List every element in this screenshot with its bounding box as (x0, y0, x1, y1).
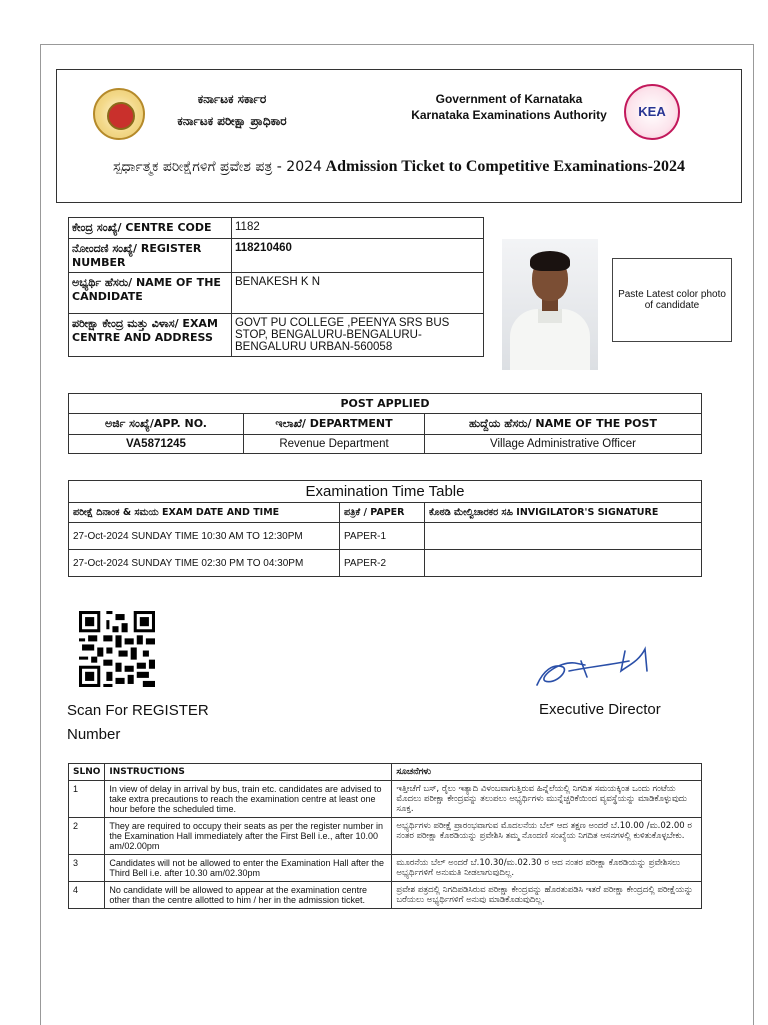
paper-cell: PAPER-2 (340, 550, 425, 577)
karnataka-emblem-icon (93, 88, 145, 140)
candidate-name-label: ಅಭ್ಯರ್ಥಿ ಹೆಸರು/ NAME OF THE CANDIDATE (69, 273, 232, 314)
table-row (69, 855, 702, 882)
signature-cell (425, 523, 702, 550)
signature-cell (425, 550, 702, 577)
instruction-slno: 2 (69, 818, 105, 855)
title-english: Admission Ticket to Competitive Examinations-2024 (325, 158, 685, 175)
time-table-caption: Examination Time Table (69, 481, 702, 503)
table-row (69, 818, 702, 855)
executive-director-label: Executive Director (539, 701, 661, 718)
register-number-value: 118210460 (232, 239, 484, 273)
post-name-value: Village Administrative Officer (425, 435, 702, 454)
slno-header: SLNO (69, 764, 105, 781)
exam-date-header: ಪರೀಕ್ಷೆ ದಿನಾಂಕ & ಸಮಯ EXAM DATE AND TIME (69, 503, 340, 523)
instruction-english: They are required to occupy their seats as per the register number in the Examination Hall immediately after the First Bell i.e., after 10.00 am/02.00pm (105, 818, 392, 855)
header-english-line2: Karnataka Examinations Authority (411, 108, 607, 122)
instruction-english: Candidates will not be allowed to enter the Examination Hall after the Third Bell i.e. after 10.30 am/02.30pm (105, 855, 392, 882)
instruction-slno: 1 (69, 781, 105, 818)
exam-datetime-cell: 27-Oct-2024 SUNDAY TIME 02:30 PM TO 04:30PM (69, 550, 340, 577)
centre-code-label: ಕೇಂದ್ರ ಸಂಖ್ಯೆ/ CENTRE CODE (69, 218, 232, 239)
exam-datetime-cell: 27-Oct-2024 SUNDAY TIME 10:30 AM TO 12:30PM (69, 523, 340, 550)
instructions-header: INSTRUCTIONS (105, 764, 392, 781)
instruction-english: No candidate will be allowed to appear at the examination centre other than the centre allotted to him / her in the admission ticket. (105, 882, 392, 909)
register-qr-code-icon (79, 611, 155, 687)
post-applied-table (68, 393, 702, 454)
table-row (69, 523, 702, 550)
scan-register-caption (67, 699, 209, 747)
department-value: Revenue Department (244, 435, 425, 454)
instruction-slno: 4 (69, 882, 105, 909)
candidate-info-table (68, 217, 484, 357)
invigilator-signature-header: ಕೊಠಡಿ ಮೇಲ್ವಿಚಾರಕರ ಸಹಿ INVIGILATOR'S SIGNATURE (425, 503, 702, 523)
candidate-name-value: BENAKESH K N (232, 273, 484, 314)
centre-code-value: 1182 (232, 218, 484, 239)
header-kannada-line1: ಕರ್ನಾಟಕ ಸರ್ಕಾರ (197, 92, 267, 106)
table-row (69, 273, 484, 314)
paper-cell: PAPER-1 (340, 523, 425, 550)
instruction-kannada: ಮೂರನೆಯ ಬೆಲ್ ಅಂದರೆ ಬೆ.10.30/ಮ.02.30 ರ ಆದ ನಂತರ ಪರೀಕ್ಷಾ ಕೊಠಡಿಯನ್ನು ಪ್ರವೇಶಿಸಲು ಅಭ್ಯರ್ಥಿಗಳಿಗೆ ಅನುಮತಿ ನೀಡಲಾಗುವುದಿಲ್ಲ. (392, 855, 702, 882)
exam-centre-label: ಪರೀಕ್ಷಾ ಕೇಂದ್ರ ಮತ್ತು ವಿಳಾಸ/ EXAM CENTRE AND ADDRESS (69, 314, 232, 357)
table-row (69, 218, 484, 239)
table-row (69, 550, 702, 577)
ticket-title (57, 158, 741, 176)
instruction-slno: 3 (69, 855, 105, 882)
post-name-header: ಹುದ್ದೆಯ ಹೆಸರು/ NAME OF THE POST (425, 414, 702, 435)
table-row (69, 239, 484, 273)
exam-centre-value: GOVT PU COLLEGE ,PEENYA SRS BUS STOP, BENGALURU-BENGALURU-BENGALURU URBAN-560058 (232, 314, 484, 357)
table-row (69, 435, 702, 454)
instruction-kannada: ಪ್ರವೇಶ ಪತ್ರದಲ್ಲಿ ನಿಗದಿಪಡಿಸಿರುವ ಪರೀಕ್ಷಾ ಕೇಂದ್ರವನ್ನು ಹೊರತುಪಡಿಸಿ ಇತರೆ ಪರೀಕ್ಷಾ ಕೇಂದ್ರದಲ್ಲಿ ಪರೀಕ್ಷೆಯನ್ನು ಬರೆಯಲು ಅಭ್ಯರ್ಥಿಗಳಿಗೆ ಅನುವು ಮಾಡಿಕೊಡುವುದಿಲ್ಲ. (392, 882, 702, 909)
scan-line-2: Number (67, 726, 121, 743)
instructions-kannada-header: ಸೂಚನೆಗಳು (392, 764, 702, 781)
register-number-label: ನೋಂದಣಿ ಸಂಖ್ಯೆ/ REGISTER NUMBER (69, 239, 232, 273)
instruction-kannada: ಅಭ್ಯರ್ಥಿಗಳು ಪರೀಕ್ಷೆ ಪ್ರಾರಂಭವಾಗುವ ಮೊದಲನೆಯ ಬೆಲ್ ಆದ ತಕ್ಷಣ ಅಂದರೆ ಬೆ.10.00 /ಮ.02.00 ರ ನಂತರ ಪರೀಕ್ಷಾ ಕೊಠಡಿಯನ್ನು ಪ್ರವೇಶಿಸಿ ತಮ್ಮ ನೊಂದಣಿ ಸಂಖ್ಯೆಯ ನಿಗದಿತ ಆಸನಗಳಲ್ಲಿ ಕುಳಿತುಕೊಳ್ಳಬೇಕು. (392, 818, 702, 855)
director-signature-icon (529, 641, 659, 695)
exam-time-table (68, 480, 702, 577)
instruction-kannada: ಇತ್ತೀಚೆಗೆ ಬಸ್, ರೈಲು ಇತ್ಯಾದಿ ವಿಳಂಬವಾಗುತ್ತಿರುವ ಹಿನ್ನೆಲೆಯಲ್ಲಿ ನಿಗದಿತ ಸಮಯಕ್ಕಿಂತ ಒಂದು ಗಂಟೆಯ ಮೊದಲು ಪರೀಕ್ಷಾ ಕೇಂದ್ರವನ್ನು ತಲುಪಲು ಅಭ್ಯರ್ಥಿಗಳು ಮುನ್ನೆಚ್ಚರಿಕೆಯಿಂದ ವ್ಯವಸ್ಥೆಯನ್ನು ಮಾಡಿಕೊಳ್ಳುವುದು ಸೂಕ್ತ. (392, 781, 702, 818)
header-kannada-line2: ಕರ್ನಾಟಕ ಪರೀಕ್ಷಾ ಪ್ರಾಧಿಕಾರ (177, 114, 287, 128)
paste-photo-box: Paste Latest color photo of candidate (612, 258, 732, 342)
department-header: ಇಲಾಖೆ/ DEPARTMENT (244, 414, 425, 435)
post-applied-heading: POST APPLIED (69, 394, 702, 414)
table-row (69, 882, 702, 909)
instruction-english: In view of delay in arrival by bus, train etc. candidates are advised to take extra precautions to reach the examination centre at least one hour before the scheduled time. (105, 781, 392, 818)
scan-line-1: Scan For REGISTER (67, 702, 209, 719)
title-kannada: ಸ್ಪರ್ಧಾತ್ಮಕ ಪರೀಕ್ಷೆಗಳಿಗೆ ಪ್ರವೇಶ ಪತ್ರ - 2024 (113, 159, 322, 175)
ticket-header (56, 69, 742, 203)
header-english-line1: Government of Karnataka (435, 92, 583, 106)
instructions-table (68, 763, 702, 909)
admission-ticket-page (40, 44, 754, 1025)
table-row (69, 314, 484, 357)
paper-header: ಪತ್ರಿಕೆ / PAPER (340, 503, 425, 523)
app-no-header: ಅರ್ಜಿ ಸಂಖ್ಯೆ/APP. NO. (69, 414, 244, 435)
candidate-photo (502, 239, 598, 370)
kea-logo-icon: KEA (624, 84, 680, 140)
table-row (69, 781, 702, 818)
app-no-value: VA5871245 (69, 435, 244, 454)
